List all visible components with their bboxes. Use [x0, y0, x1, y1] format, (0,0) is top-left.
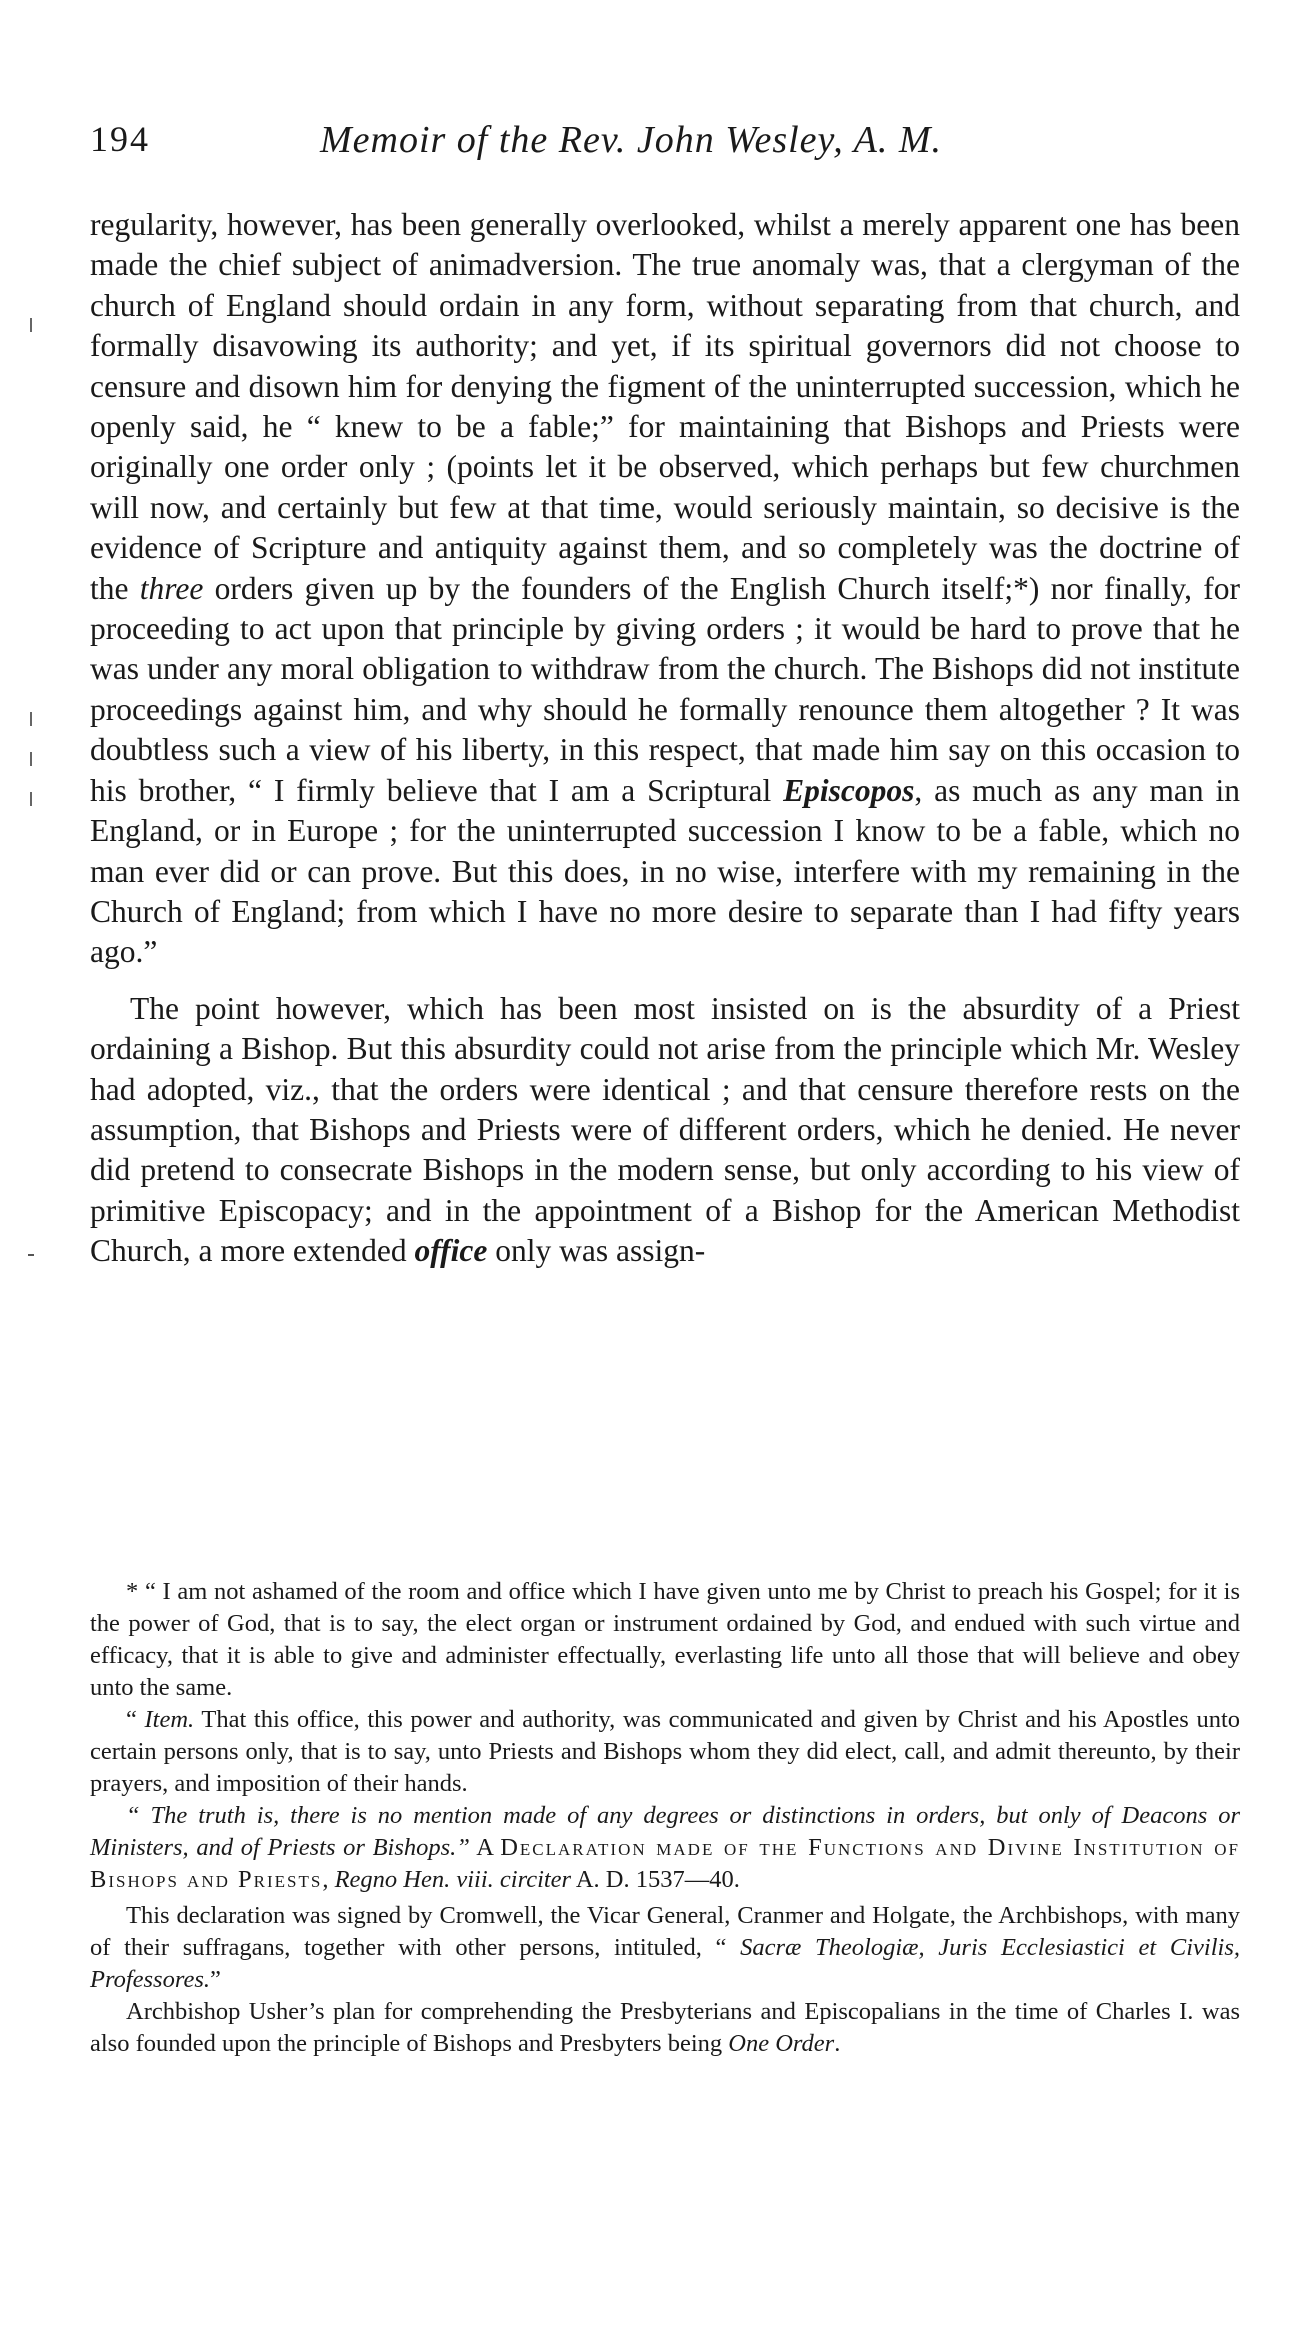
- margin-mark: [30, 712, 32, 726]
- margin-mark: [30, 752, 32, 766]
- page-header: [90, 118, 1240, 168]
- body-paragraph-1: regularity, however, has been generally overlooked, whilst a merely apparent one has been made the chief subject of animadversion. The true anomaly was, that a clergyman of the church of England should ordain in any form, without separating from that church, and formally disavowing its authority; and yet, if its spiritual governors did not choose to censure and disown him for denying the figment of the uninterrupted succession, which he openly said, he “ knew to be a fable;” for maintaining that Bishops and Priests were originally one order only ; (points let it be observed, which perhaps but few churchmen will now, and certainly but few at that time, would seriously maintain, so decisive is the evidence of Scripture and antiquity against them, and so completely was the doctrine of the three orders given up by the founders of the English Church itself;*) nor finally, for proceeding to act upon that principle by giving orders ; it would be hard to prove that he was under any moral obligation to withdraw from the church. The Bishops did not institute proceedings against him, and why should he formally renounce them altogether ? It was doubtless such a view of his liberty, in this respect, that made him say on this occasion to his brother, “ I firmly believe that I am a Scriptural Episcopos, as much as any man in England, or in Europe ; for the uninterrupted succession I know to be a fable, which no man ever did or can prove. But this does, in no wise, interfere with my remaining in the Church of England; from which I have no more desire to separate than I had fifty years ago.”: [90, 207, 1240, 970]
- page-number: 194: [90, 119, 150, 159]
- margin-mark: [30, 792, 32, 806]
- footnote-4: This declaration was signed by Cromwell, the Vicar General, Cranmer and Holgate, the Archbishops, with many of their suffragans, together with other persons, intituled, “ Sacræ Theologiæ, Juris Ecclesiastici et Civilis, Professores.”: [90, 1902, 1240, 1993]
- footnotes: [90, 1576, 1240, 2060]
- footnote-5: Archbishop Usher’s plan for comprehending the Presbyterians and Episcopalians in the time of Charles I. was also founded upon the principle of Bishops and Presbyters being One Order.: [90, 1998, 1240, 2057]
- margin-mark: [30, 318, 32, 332]
- margin-mark: [28, 1254, 34, 1256]
- body-text: [90, 205, 1240, 1272]
- footnote-3: “ The truth is, there is no mention made of any degrees or distinctions in orders, but only of Deacons or Ministers, and of Priests or Bishops.” A Declaration made of the Functions and Divine Institution of Bishops and Priests, Regno Hen. viii. circiter A. D. 1537—40.: [90, 1802, 1240, 1893]
- footnote-2: “ Item. That this office, this power and authority, was communicated and given by Christ and his Apostles unto certain persons only, that is to say, unto Priests and Bishops whom they did elect, call, and admit thereunto, by their prayers, and imposition of their hands.: [90, 1706, 1240, 1797]
- footnote-1: * “ I am not ashamed of the room and office which I have given unto me by Christ to preach his Gospel; for it is the power of God, that is to say, the elect organ or instrument ordained by God, and endued with such virtue and efficacy, that it is able to give and administer effectually, everlasting life unto all those that will believe and obey unto the same.: [90, 1578, 1240, 1701]
- running-title: Memoir of the Rev. John Wesley, A. M.: [320, 119, 942, 161]
- body-paragraph-2: The point however, which has been most insisted on is the absurdity of a Priest ordaining a Bishop. But this absurdity could not arise from the principle which Mr. Wesley had adopted, viz., that the orders were identical ; and that censure therefore rests on the assumption, that Bishops and Priests were of different orders, which he denied. He never did pretend to consecrate Bishops in the modern sense, but only according to his view of primitive Episcopacy; and in the appointment of a Bishop for the American Methodist Church, a more extended office only was assign-: [90, 990, 1240, 1269]
